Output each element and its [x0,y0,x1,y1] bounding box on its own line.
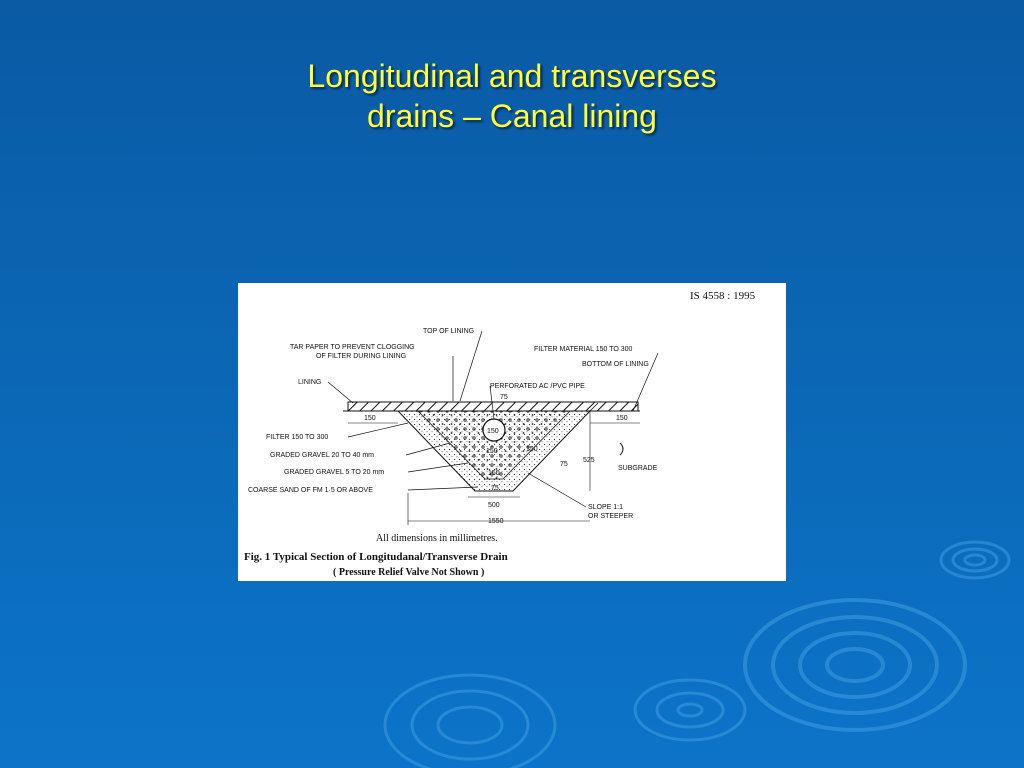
label-graded-gravel-2: GRADED GRAVEL 5 TO 20 mm [284,469,385,476]
dim-1550: 1550 [488,518,504,525]
label-graded-gravel-1: GRADED GRAVEL 20 TO 40 mm [270,452,374,459]
caption-note: All dimensions in millimetres. [376,533,498,544]
dim-75-slope: 75 [560,461,568,468]
standard-label: IS 4558 : 1995 [690,290,756,302]
label-tar-paper-2: OF FILTER DURING LINING [316,353,407,360]
label-bottom-of-lining: BOTTOM OF LINING [582,361,649,368]
label-filter-material: FILTER MATERIAL 150 TO 300 [534,346,633,353]
label-perforated-pipe: PERFORATED AC /PVC PIPE [490,383,585,390]
dim-150-bottom: 150 [488,470,500,477]
caption-fig-line-1: Fig. 1 Typical Section of Longitudanal/Transverse Drain [244,551,508,563]
label-filter: FILTER 150 TO 300 [266,434,329,441]
title-line-2: drains – Canal lining [367,98,657,134]
dim-500: 500 [488,502,500,509]
dim-150-left: 150 [364,415,376,422]
dim-525: 525 [583,457,595,464]
title-line-1: Longitudinal and transverses [307,58,717,94]
dim-150-mid: 150 [486,448,498,455]
drain-section-drawing [238,283,786,581]
label-slope-2: OR STEEPER [588,513,634,520]
dim-pipe: 150 [487,428,499,435]
label-subgrade: SUBGRADE [618,465,658,472]
drain-section-figure [238,283,786,581]
label-top-of-lining: TOP OF LINING [423,328,475,335]
label-tar-paper-1: TAR PAPER TO PREVENT CLOGGING [290,344,415,351]
dim-75-bottom: 75 [491,485,499,492]
dim-150-right: 150 [616,415,628,422]
slide-title [0,56,1024,136]
label-slope-1: SLOPE 1:1 [588,504,624,511]
label-lining: LINING [298,379,322,386]
label-coarse-sand: COARSE SAND OF FM 1·5 OR ABOVE [248,487,373,494]
dim-75-top: 75 [500,394,508,401]
caption-fig-line-2: ( Pressure Relief Valve Not Shown ) [333,567,485,578]
dim-150-slope: 150 [526,446,538,453]
